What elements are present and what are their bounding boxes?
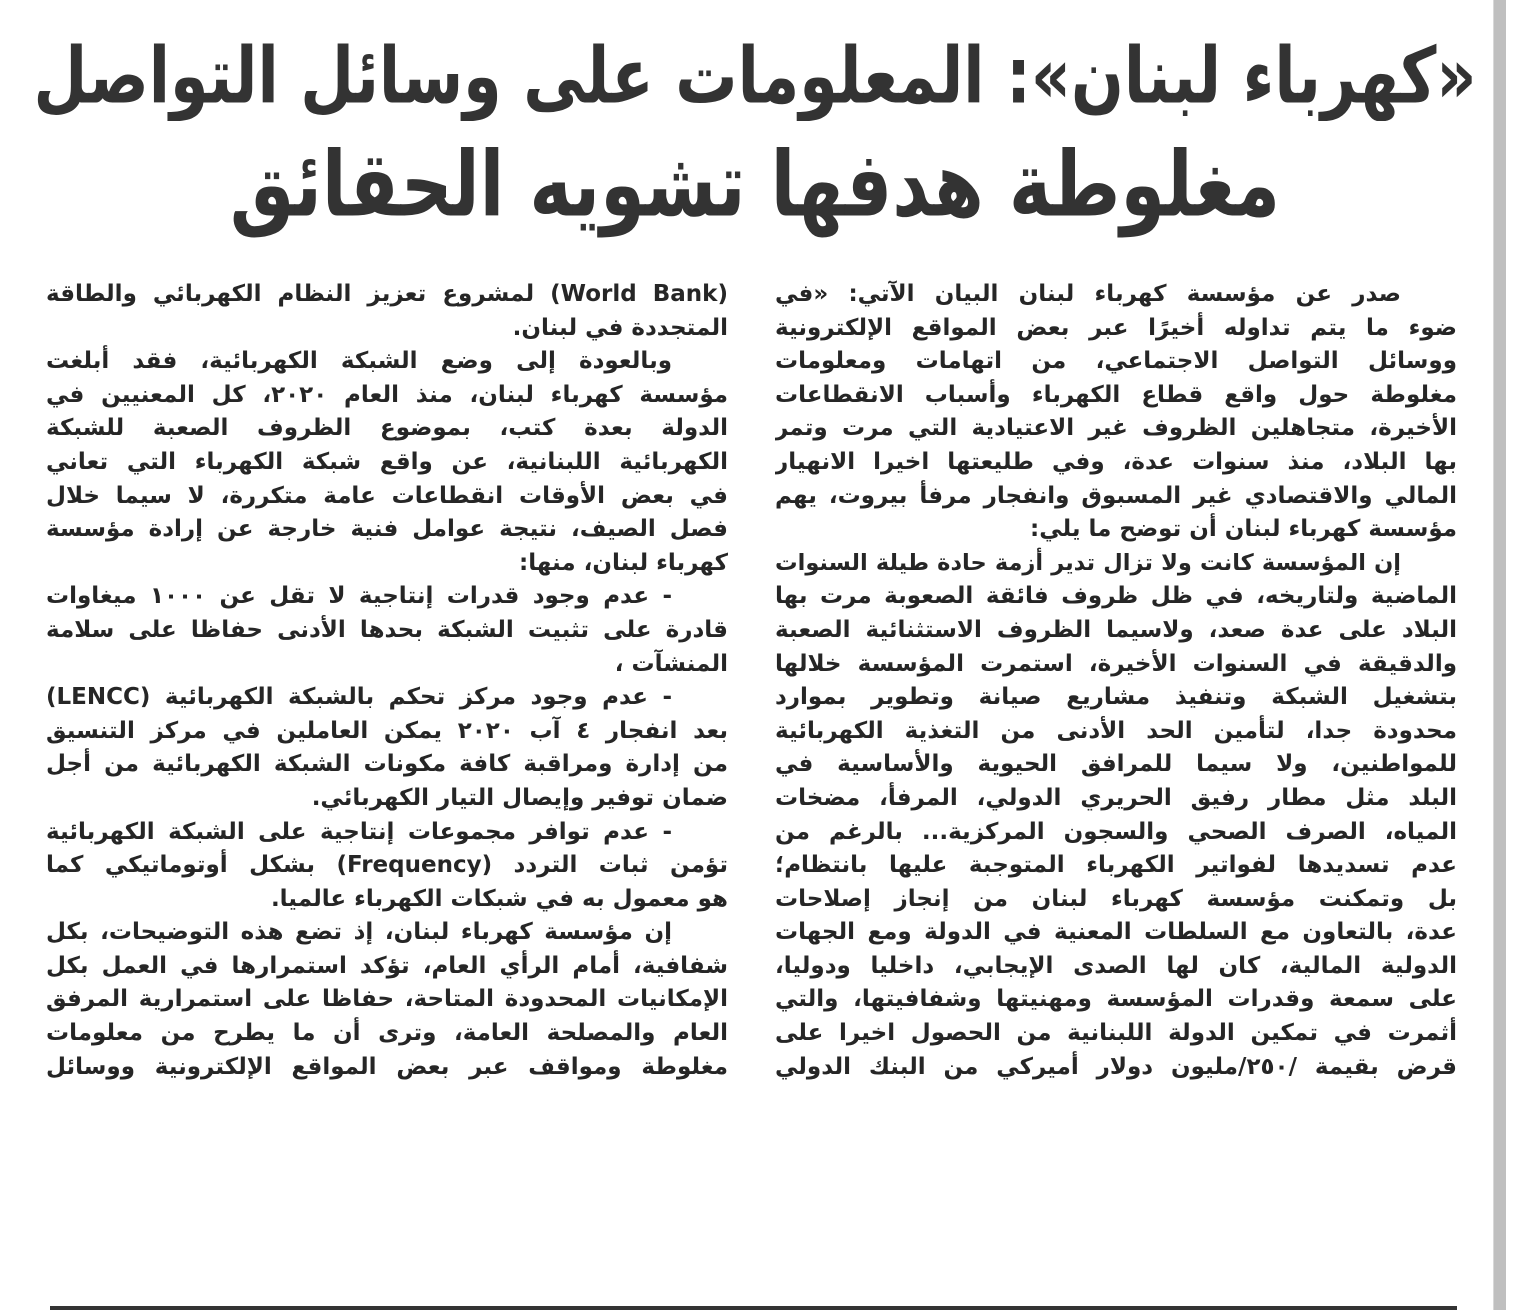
article-line: بعد انفجار ٤ آب ٢٠٢٠ يمكن العاملين في مركز التنسيق xyxy=(46,717,728,744)
article-line: الكهربائية اللبنانية، عن واقع شبكة الكهرباء التي تعاني xyxy=(46,448,728,475)
article-line: وبالعودة إلى وضع الشبكة الكهربائية، فقد أبلغت xyxy=(46,348,672,375)
article-line: صدر عن مؤسسة كهرباء لبنان البيان الآتي: «في xyxy=(775,281,1401,307)
article-line: والدقيقة في السنوات الأخيرة، استمرت المؤسسة خلالها xyxy=(775,650,1457,677)
article-line: ووسائل التواصل الاجتماعي، من اتهامات ومعلومات xyxy=(775,348,1457,375)
bottom-rule-divider xyxy=(50,1306,1457,1310)
article-line: مؤسسة كهرباء لبنان أن توضح ما يلي: xyxy=(1030,516,1457,543)
article-line: الدولة بعدة كتب، بموضوع الظروف الصعبة للشبكة xyxy=(46,415,728,442)
article-line: العام والمصلحة العامة، وترى أن ما يطرح من معلومات xyxy=(46,1020,728,1047)
article-line: عدة، بالتعاون مع السلطات المعنية في الدولة ومع الجهات xyxy=(775,919,1457,946)
article-column-right xyxy=(775,278,1457,1084)
article-line: عدم تسديدها لفواتير الكهرباء المتوجبة عليها بانتظام؛ xyxy=(775,852,1457,879)
article-line: على سمعة وقدرات المؤسسة ومهنيتها وشفافيتها، والتي xyxy=(775,986,1457,1013)
article-line: الدولية المالية، كان لها الصدى الإيجابي، داخليا ودوليا، xyxy=(775,952,1457,979)
article-line: (World Bank) لمشروع تعزيز النظام الكهربائي والطاقة xyxy=(46,281,728,307)
headline xyxy=(30,22,1480,238)
headline-line-2: مغلوطة هدفها تشويه الحقائق xyxy=(229,131,1281,237)
page-edge-bar xyxy=(1493,0,1506,1310)
article-line: للمواطنين، ولا سيما للمرافق الحيوية والأساسية في xyxy=(775,751,1457,778)
article-line: المنشآت ، xyxy=(614,650,728,677)
article-line: أثمرت في تمكين الدولة اللبنانية من الحصول اخيرا على xyxy=(775,1020,1457,1047)
article-line: ضمان توفير وإيصال التيار الكهربائي. xyxy=(311,784,728,811)
article-line: فصل الصيف، نتيجة عوامل فنية خارجة عن إرادة مؤسسة xyxy=(46,516,728,543)
article-line: من إدارة ومراقبة كافة مكونات الشبكة الكهربائية من أجل xyxy=(46,751,728,778)
article-line: في بعض الأوقات انقطاعات عامة متكررة، لا سيما خلال xyxy=(46,482,728,509)
article-line: قادرة على تثبيت الشبكة بحدها الأدنى حفاظا على سلامة xyxy=(46,616,728,643)
article-line: البلد مثل مطار رفيق الحريري الدولي، المرفأ، مضخات xyxy=(775,784,1457,811)
article-line: شفافية، أمام الرأي العام، تؤكد استمرارها في العمل بكل xyxy=(46,952,728,979)
article-line: - عدم توافر مجموعات إنتاجية على الشبكة الكهربائية xyxy=(46,818,672,845)
article-line: إن المؤسسة كانت ولا تزال تدير أزمة حادة طيلة السنوات xyxy=(775,549,1401,576)
article-line: المياه، الصرف الصحي والسجون المركزية... بالرغم من xyxy=(775,818,1457,845)
article-line: إن مؤسسة كهرباء لبنان، إذ تضع هذه التوضيحات، بكل xyxy=(46,919,672,946)
article-line: المتجددة في لبنان. xyxy=(512,314,728,341)
article-line: مغلوطة حول واقع قطاع الكهرباء وأسباب الانقطاعات xyxy=(775,381,1457,408)
article-line: قرض بقيمة /٢٥٠/مليون دولار أميركي من البنك الدولي xyxy=(775,1053,1457,1080)
article-line: البلاد على عدة صعد، ولاسيما الظروف الاستثنائية الصعبة xyxy=(775,616,1457,643)
headline-line-1: «كهرباء لبنان»: المعلومات على وسائل التواصل xyxy=(33,29,1477,121)
article-line: مؤسسة كهرباء لبنان، منذ العام ٢٠٢٠، كل المعنيين في xyxy=(46,381,728,408)
article-line: الأخيرة، متجاهلين الظروف غير الاعتيادية التي مرت وتمر xyxy=(775,415,1457,442)
article-line: المالي والاقتصادي غير المسبوق وانفجار مرفأ بيروت، يهم xyxy=(775,482,1457,509)
article-line: - عدم وجود قدرات إنتاجية لا تقل عن ١٠٠٠ ميغاوات xyxy=(46,583,672,610)
article-line: بل وتمكنت مؤسسة كهرباء لبنان من إنجاز إصلاحات xyxy=(775,885,1457,912)
article-line: تؤمن ثبات التردد (Frequency) بشكل أوتوماتيكي كما xyxy=(46,852,728,879)
article-column-left xyxy=(46,278,728,1084)
article-line: ضوء ما يتم تداوله أخيرًا عبر بعض المواقع الإلكترونية xyxy=(775,314,1457,341)
article-line: الماضية ولتاريخه، في ظل ظروف فائقة الصعوبة مرت بها xyxy=(775,583,1457,610)
article-line: الإمكانيات المحدودة المتاحة، حفاظا على استمرارية المرفق xyxy=(46,986,728,1013)
article-line: مغلوطة ومواقف عبر بعض المواقع الإلكترونية ووسائل xyxy=(46,1053,728,1080)
article-line: بها البلاد، منذ سنوات عدة، وفي طليعتها اخيرا الانهيار xyxy=(775,448,1457,475)
article-line: محدودة جدا، لتأمين الحد الأدنى من التغذية الكهربائية xyxy=(775,717,1457,744)
article-line: - عدم وجود مركز تحكم بالشبكة الكهربائية (LENCC) xyxy=(46,684,672,711)
article-line: كهرباء لبنان، منها: xyxy=(519,549,728,576)
article-line: هو معمول به في شبكات الكهرباء عالميا. xyxy=(270,885,728,912)
article-line: بتشغيل الشبكة وتنفيذ مشاريع صيانة وتطوير بموارد xyxy=(775,684,1457,711)
